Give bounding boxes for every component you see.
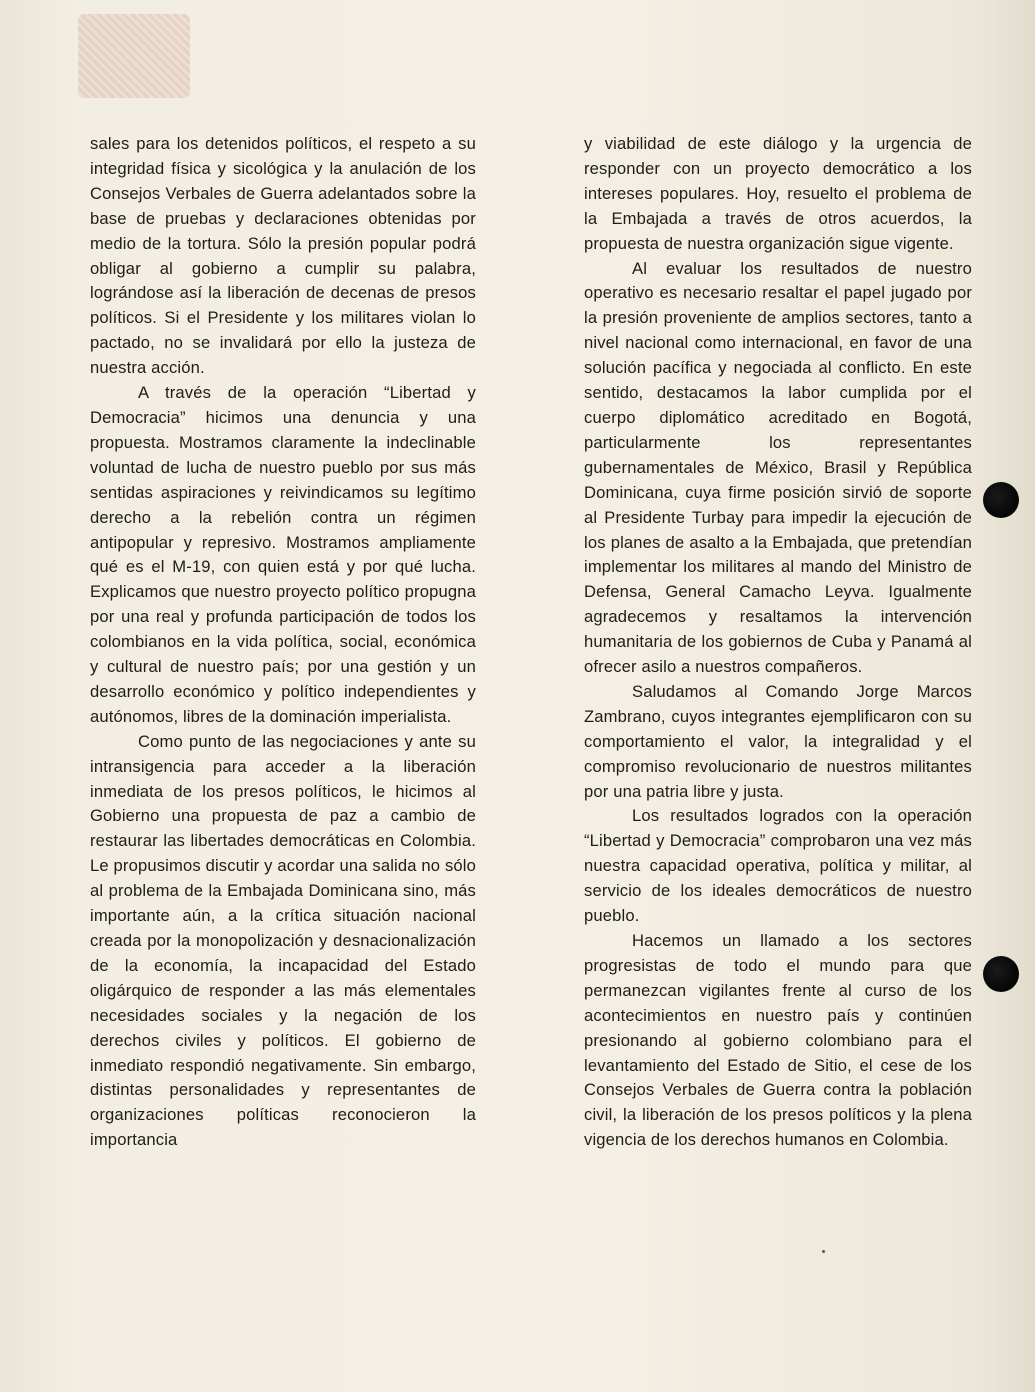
paper-stain xyxy=(78,14,190,98)
paragraph: sales para los detenidos políticos, el respeto a su integridad física y sicológica y la anulación de los Consejos Verbales de Guerra adelantados sobre la base de pruebas y declaraciones obtenidas por medio de la tortura. Sólo la presión popular podrá obligar al gobierno a cumplir su palabra, lográndose así la liberación de decenas de presos políticos. Si el Presidente y los militares violan lo pactado, no se invalidará por ello la justeza de nuestra acción. xyxy=(90,134,476,378)
paragraph: Los resultados logrados con la operación “Libertad y Democracia” comprobaron una vez más nuestra capacidad operativa, política y militar, al servicio de los ideales democráticos de nuestro pueblo. xyxy=(584,806,972,926)
punch-hole xyxy=(983,482,1019,518)
paragraph: y viabilidad de este diálogo y la urgencia de responder con un proyecto democrático a los intereses populares. Hoy, resuelto el problema de la Embajada a través de otros acuerdos, la propuesta de nuestra organización sigue vigente. xyxy=(584,134,972,253)
paragraph: A través de la operación “Libertad y Democracia” hicimos una denuncia y una propuesta. Mostramos claramente la indeclinable voluntad de lucha de nuestro pueblo por sus más sentidas aspiraciones y reivindicamos su legítimo derecho a la rebelión contra un régimen antipopular y represivo. Mostramos ampliamente qué es el M-19, con quien está y por qué lucha. Explicamos que nuestro proyecto político propugna por una real y profunda participación de todos los colombianos en la vida política, social, económica y cultural de nuestro país; por una gestión y un desarrollo económico y político independientes y autónomos, libres de la dominación imperialista. xyxy=(90,383,476,726)
left-text-column xyxy=(90,132,476,1153)
punch-hole xyxy=(983,956,1019,992)
paragraph: Al evaluar los resultados de nuestro operativo es necesario resaltar el papel jugado por la presión proveniente de amplios sectores, tanto a nivel nacional como internacional, en favor de una solución pacífica y negociada al conflicto. En este sentido, destacamos la labor cumplida por el cuerpo diplomático acreditado en Bogotá, particularmente los representantes gubernamentales de México, Brasil y República Dominicana, cuya firme posición sirvió de soporte al Presidente Turbay para impedir la ejecución de los planes de asalto a la Embajada, que pretendían implementar los militares al mando del Ministro de Defensa, General Camacho Leyva. Igualmente agradecemos y resaltamos la intervención humanitaria de los gobiernos de Cuba y Panamá al ofrecer asilo a nuestros compañeros. xyxy=(584,258,972,677)
paragraph: Saludamos al Comando Jorge Marcos Zambrano, cuyos integrantes ejemplificaron con su comportamiento el valor, la integralidad y el compromiso revolucionario de nuestros militantes por una patria libre y justa. xyxy=(584,681,972,801)
ink-dot xyxy=(822,1250,825,1253)
paragraph: Hacemos un llamado a los sectores progresistas de todo el mundo para que permanezcan vigilantes frente al curso de los acontecimientos en nuestro país y continúen presionando al gobierno colombiano para el levantamiento del Estado de Sitio, el cese de los Consejos Verbales de Guerra contra la población civil, la liberación de los presos políticos y la plena vigencia de los derechos humanos en Colombia. xyxy=(584,931,972,1150)
right-text-column xyxy=(584,132,972,1153)
paragraph: Como punto de las negociaciones y ante su intransigencia para acceder a la liberación inmediata de los presos políticos, le hicimos al Gobierno una propuesta de paz a cambio de restaurar las libertades democráticas en Colombia. Le propusimos discutir y acordar una salida no sólo al problema de la Embajada Dominicana sino, más importante aún, a la crítica situación nacional creada por la monopolización y desnacionalización de la economía, la incapacidad del Estado oligárquico de responder a las más elementales necesidades sociales y la negación de los derechos civiles y políticos. El gobierno de inmediato respondió negativamente. Sin embargo, distintas personalidades y representantes de organizaciones políticas reconocieron la importancia xyxy=(90,731,476,1150)
